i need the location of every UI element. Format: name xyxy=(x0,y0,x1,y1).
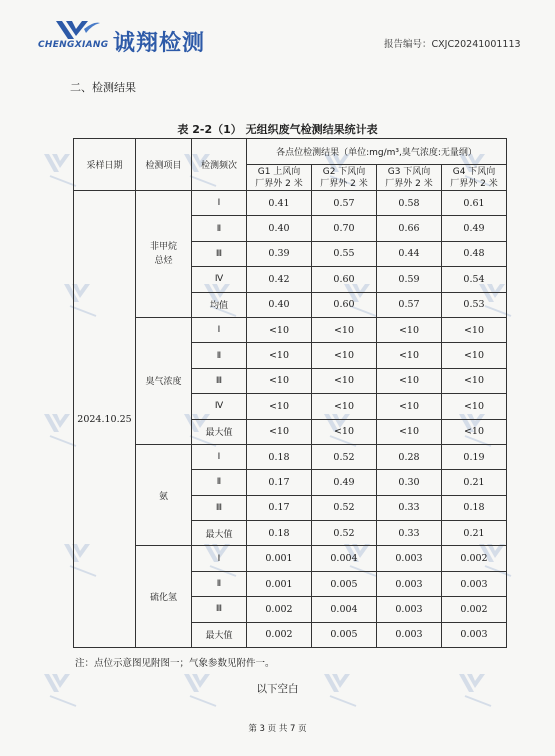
value-cell: <10 xyxy=(312,368,377,393)
value-cell: 0.58 xyxy=(377,191,442,216)
frequency-cell: 均值 xyxy=(192,292,247,317)
frequency-cell: Ⅱ xyxy=(192,470,247,495)
section-title: 二、检测结果 xyxy=(70,81,136,94)
value-cell: 0.18 xyxy=(247,444,312,469)
value-cell: 0.40 xyxy=(247,292,312,317)
value-cell: <10 xyxy=(247,419,312,444)
value-cell: <10 xyxy=(312,317,377,342)
point-header-g3: G3 下风向 厂界外 2 米 xyxy=(377,165,442,191)
value-cell: 0.001 xyxy=(247,571,312,596)
frequency-cell: Ⅲ xyxy=(192,495,247,520)
value-cell: 0.39 xyxy=(247,241,312,266)
value-cell: <10 xyxy=(377,394,442,419)
value-cell: 0.005 xyxy=(312,571,377,596)
value-cell: 0.59 xyxy=(377,267,442,292)
logo-latin-text: CHENGXIANG xyxy=(38,40,109,50)
table-row xyxy=(74,444,507,469)
frequency-cell: 最大值 xyxy=(192,622,247,647)
value-cell: 0.54 xyxy=(442,267,507,292)
value-cell: <10 xyxy=(377,419,442,444)
value-cell: 0.52 xyxy=(312,495,377,520)
value-cell: 0.44 xyxy=(377,241,442,266)
table-row xyxy=(74,191,507,216)
frequency-cell: Ⅱ xyxy=(192,571,247,596)
frequency-cell: Ⅱ xyxy=(192,216,247,241)
value-cell: 0.49 xyxy=(442,216,507,241)
value-cell: <10 xyxy=(312,419,377,444)
value-cell: 0.33 xyxy=(377,521,442,546)
value-cell: <10 xyxy=(247,368,312,393)
point-header-g2: G2 下风向 厂界外 2 米 xyxy=(312,165,377,191)
value-cell: <10 xyxy=(247,343,312,368)
value-cell: 0.52 xyxy=(312,521,377,546)
value-cell: 0.21 xyxy=(442,521,507,546)
frequency-cell: Ⅳ xyxy=(192,267,247,292)
value-cell: 0.19 xyxy=(442,444,507,469)
item-name-cell: 臭气浓度 xyxy=(136,317,192,444)
frequency-cell: Ⅰ xyxy=(192,444,247,469)
value-cell: <10 xyxy=(377,368,442,393)
value-cell: 0.17 xyxy=(247,495,312,520)
value-cell: 0.004 xyxy=(312,546,377,571)
value-cell: 0.003 xyxy=(377,546,442,571)
item-name-cell: 硫化氢 xyxy=(136,546,192,648)
table-note: 注：点位示意图见附图一；气象参数见附件一。 xyxy=(75,658,275,669)
value-cell: 0.66 xyxy=(377,216,442,241)
value-cell: <10 xyxy=(247,317,312,342)
frequency-cell: Ⅲ xyxy=(192,368,247,393)
table-row xyxy=(74,317,507,342)
column-header-group: 各点位检测结果（单位:mg/m³,臭气浓度:无量纲） xyxy=(247,139,507,165)
value-cell: 0.18 xyxy=(247,521,312,546)
value-cell: 0.55 xyxy=(312,241,377,266)
value-cell: 0.003 xyxy=(442,622,507,647)
value-cell: 0.003 xyxy=(442,571,507,596)
value-cell: 0.21 xyxy=(442,470,507,495)
value-cell: 0.70 xyxy=(312,216,377,241)
value-cell: 0.002 xyxy=(442,597,507,622)
blank-below-marker: 以下空白 xyxy=(256,683,299,695)
page-number: 第 3 页 共 7 页 xyxy=(248,724,307,734)
value-cell: 0.60 xyxy=(312,267,377,292)
value-cell: <10 xyxy=(442,317,507,342)
logo-chinese-text: 诚翔检测 xyxy=(113,31,206,56)
frequency-cell: Ⅰ xyxy=(192,317,247,342)
value-cell: 0.61 xyxy=(442,191,507,216)
value-cell: 0.41 xyxy=(247,191,312,216)
value-cell: <10 xyxy=(442,368,507,393)
frequency-cell: Ⅲ xyxy=(192,241,247,266)
report-number: 报告编号：CXJC20241001113 xyxy=(384,39,521,50)
value-cell: 0.33 xyxy=(377,495,442,520)
value-cell: 0.005 xyxy=(312,622,377,647)
value-cell: <10 xyxy=(442,394,507,419)
value-cell: <10 xyxy=(377,317,442,342)
value-cell: <10 xyxy=(312,343,377,368)
frequency-cell: 最大值 xyxy=(192,521,247,546)
value-cell: 0.28 xyxy=(377,444,442,469)
value-cell: <10 xyxy=(247,394,312,419)
value-cell: <10 xyxy=(442,343,507,368)
value-cell: 0.003 xyxy=(377,571,442,596)
value-cell: 0.002 xyxy=(442,546,507,571)
value-cell: 0.52 xyxy=(312,444,377,469)
item-name-cell: 氨 xyxy=(136,444,192,546)
value-cell: 0.57 xyxy=(312,191,377,216)
value-cell: 0.57 xyxy=(377,292,442,317)
point-header-g1: G1 上风向 厂界外 2 米 xyxy=(247,165,312,191)
value-cell: 0.003 xyxy=(377,622,442,647)
value-cell: 0.40 xyxy=(247,216,312,241)
frequency-cell: Ⅰ xyxy=(192,191,247,216)
sampling-date-cell: 2024.10.25 xyxy=(74,191,136,648)
frequency-cell: Ⅱ xyxy=(192,343,247,368)
value-cell: 0.42 xyxy=(247,267,312,292)
results-table xyxy=(73,138,507,648)
table-row xyxy=(74,546,507,571)
column-header-item: 检测项目 xyxy=(136,139,192,191)
frequency-cell: Ⅲ xyxy=(192,597,247,622)
table-header-row xyxy=(74,139,507,165)
value-cell: 0.001 xyxy=(247,546,312,571)
value-cell: 0.30 xyxy=(377,470,442,495)
frequency-cell: 最大值 xyxy=(192,419,247,444)
value-cell: 0.002 xyxy=(247,622,312,647)
value-cell: 0.004 xyxy=(312,597,377,622)
point-header-g4: G4 下风向 厂界外 2 米 xyxy=(442,165,507,191)
value-cell: <10 xyxy=(312,394,377,419)
value-cell: 0.53 xyxy=(442,292,507,317)
frequency-cell: Ⅳ xyxy=(192,394,247,419)
value-cell: 0.17 xyxy=(247,470,312,495)
frequency-cell: Ⅰ xyxy=(192,546,247,571)
item-name-cell: 非甲烷 总烃 xyxy=(136,191,192,318)
company-logo-icon xyxy=(54,19,102,41)
value-cell: 0.48 xyxy=(442,241,507,266)
value-cell: 0.18 xyxy=(442,495,507,520)
table-title: 表 2-2（1） 无组织废气检测结果统计表 xyxy=(177,123,378,136)
value-cell: 0.60 xyxy=(312,292,377,317)
value-cell: <10 xyxy=(442,419,507,444)
value-cell: 0.49 xyxy=(312,470,377,495)
value-cell: 0.003 xyxy=(377,597,442,622)
value-cell: <10 xyxy=(377,343,442,368)
column-header-frequency: 检测频次 xyxy=(192,139,247,191)
value-cell: 0.002 xyxy=(247,597,312,622)
column-header-date: 采样日期 xyxy=(74,139,136,191)
